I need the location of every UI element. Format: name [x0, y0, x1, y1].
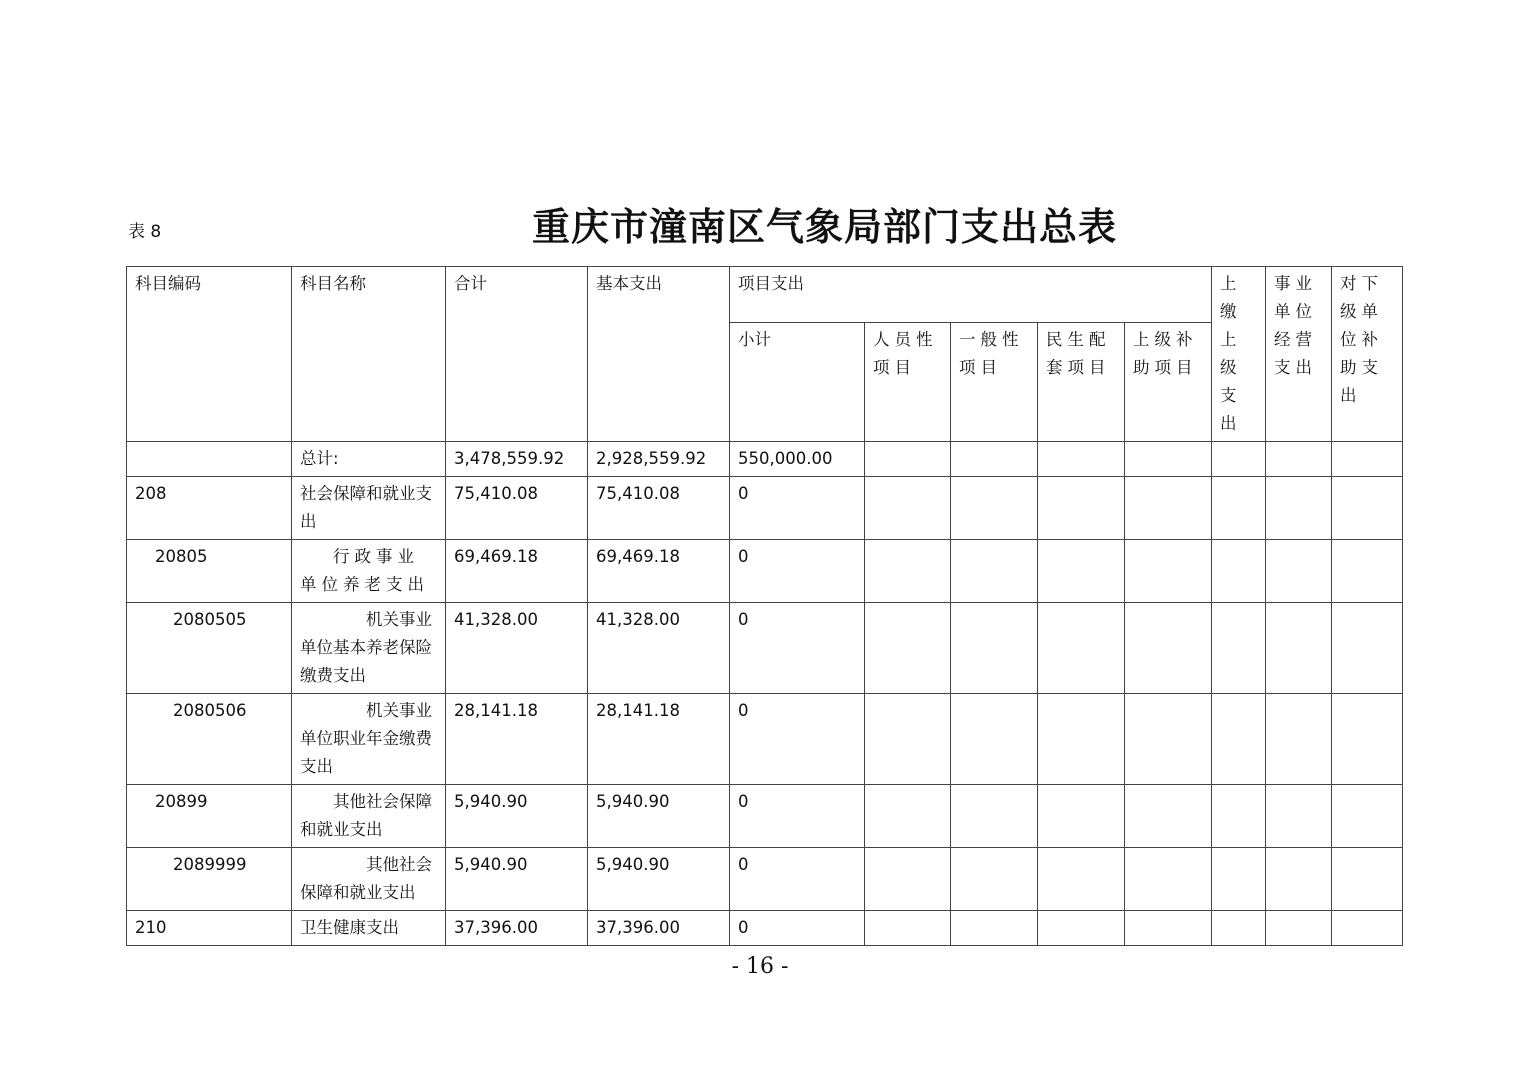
col-header-superior-subsidy: 上级补助项目 — [1125, 322, 1212, 441]
col-header-livelihood: 民生配套项目 — [1038, 322, 1125, 441]
table-row — [127, 603, 1403, 694]
cell-code: 2089999 — [127, 848, 292, 911]
table-row-total — [127, 442, 1403, 477]
cell-basic: 2,928,559.92 — [588, 442, 730, 477]
cell-total: 41,328.00 — [446, 603, 588, 694]
cell-total: 37,396.00 — [446, 911, 588, 946]
cell-project-subtotal: 550,000.00 — [730, 442, 865, 477]
cell-name: 机关事业单位职业年金缴费支出 — [292, 694, 446, 785]
cell-project-subtotal: 0 — [730, 848, 865, 911]
col-header-basic: 基本支出 — [588, 267, 730, 442]
table-row — [127, 911, 1403, 946]
table-row — [127, 694, 1403, 785]
cell-total: 3,478,559.92 — [446, 442, 588, 477]
table-row — [127, 540, 1403, 603]
page-number: - 16 - — [731, 954, 789, 979]
cell-basic: 28,141.18 — [588, 694, 730, 785]
cell-project-subtotal: 0 — [730, 477, 865, 540]
document-title: 重庆市潼南区气象局部门支出总表 — [532, 204, 1118, 249]
table-label: 表 8 — [128, 222, 162, 242]
cell-total: 69,469.18 — [446, 540, 588, 603]
col-header-personnel: 人员性项目 — [865, 322, 951, 441]
cell-basic: 5,940.90 — [588, 848, 730, 911]
table-row — [127, 848, 1403, 911]
cell-project-subtotal: 0 — [730, 785, 865, 848]
cell-total: 5,940.90 — [446, 785, 588, 848]
cell-code — [127, 442, 292, 477]
cell-project-subtotal: 0 — [730, 603, 865, 694]
table-row — [127, 477, 1403, 540]
col-header-business: 事业单位经营支出 — [1266, 267, 1332, 442]
cell-name: 社会保障和就业支出 — [292, 477, 446, 540]
col-header-project: 项目支出 — [730, 267, 1212, 323]
cell-basic: 69,469.18 — [588, 540, 730, 603]
remit-superior-label: 上缴上级支出 — [1220, 274, 1237, 433]
cell-project-subtotal: 0 — [730, 911, 865, 946]
table-row — [127, 785, 1403, 848]
cell-basic: 75,410.08 — [588, 477, 730, 540]
cell-name: 总计: — [292, 442, 446, 477]
cell-total: 75,410.08 — [446, 477, 588, 540]
col-header-subsidy-lower: 对下级单位补助支出 — [1332, 267, 1403, 442]
col-header-total: 合计 — [446, 267, 588, 442]
cell-project-subtotal: 0 — [730, 694, 865, 785]
cell-code: 2080506 — [127, 694, 292, 785]
col-header-general: 一般性项目 — [951, 322, 1038, 441]
col-header-code: 科目编码 — [127, 267, 292, 442]
col-header-subtotal: 小计 — [730, 322, 865, 441]
col-header-remit-superior — [1212, 267, 1266, 442]
cell-code: 2080505 — [127, 603, 292, 694]
cell-basic: 37,396.00 — [588, 911, 730, 946]
expenditure-table — [126, 266, 1403, 946]
cell-name: 其他社会保障和就业支出 — [292, 848, 446, 911]
cell-code: 20899 — [127, 785, 292, 848]
cell-name: 行政事业单位养老支出 — [292, 540, 446, 603]
header-row-1 — [127, 267, 1403, 323]
cell-basic: 41,328.00 — [588, 603, 730, 694]
cell-project-subtotal: 0 — [730, 540, 865, 603]
cell-name: 机关事业单位基本养老保险缴费支出 — [292, 603, 446, 694]
cell-basic: 5,940.90 — [588, 785, 730, 848]
cell-code: 210 — [127, 911, 292, 946]
cell-code: 20805 — [127, 540, 292, 603]
cell-total: 28,141.18 — [446, 694, 588, 785]
col-header-name: 科目名称 — [292, 267, 446, 442]
cell-total: 5,940.90 — [446, 848, 588, 911]
cell-code: 208 — [127, 477, 292, 540]
cell-name: 卫生健康支出 — [292, 911, 446, 946]
cell-name: 其他社会保障和就业支出 — [292, 785, 446, 848]
